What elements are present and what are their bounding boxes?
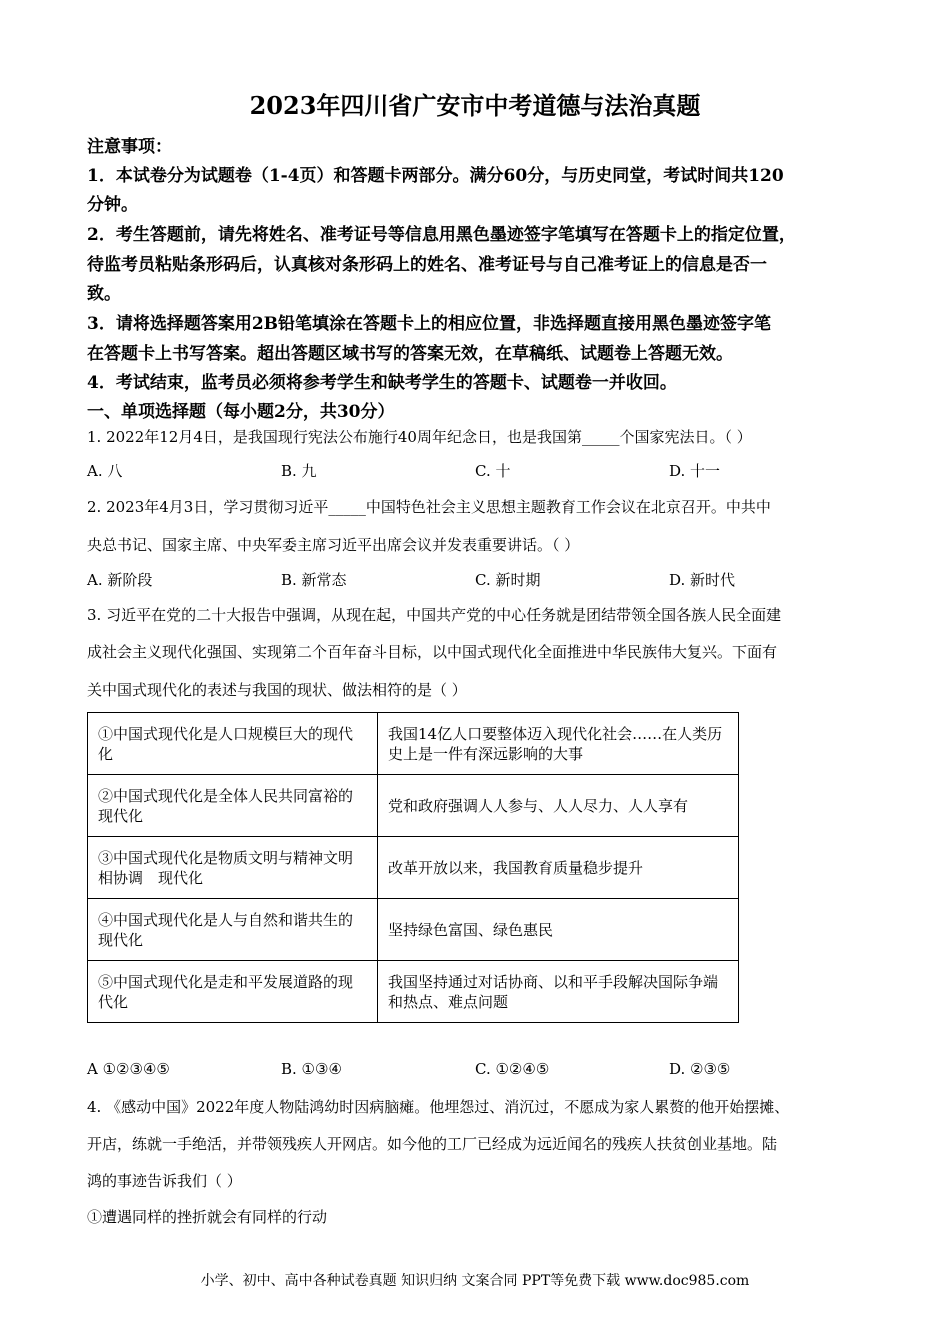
question-3-stem: 关中国式现代化的表述与我国的现状、做法相符的是（ ） <box>87 681 467 699</box>
table-row <box>88 899 739 961</box>
q3-option-b: B. ①③④ <box>281 1060 342 1078</box>
table-cell: 改革开放以来，我国教育质量稳步提升 <box>378 837 739 899</box>
table-cell: ③中国式现代化是物质文明与精神文明相协调 现代化 <box>88 837 378 899</box>
table-cell: ⑤中国式现代化是走和平发展道路的现代化 <box>88 961 378 1023</box>
page-title: 2023年四川省广安市中考道德与法治真题 <box>249 91 701 120</box>
page-footer: 小学、初中、高中各种试卷真题 知识归纳 文案合同 PPT等免费下载 www.doc985.com <box>200 1273 750 1289</box>
table-cell: 我国坚持通过对话协商、以和平手段解决国际争端和热点、难点问题 <box>378 961 739 1023</box>
table-cell: 党和政府强调人人参与、人人尽力、人人享有 <box>378 775 739 837</box>
q3-option-a: A ①②③④⑤ <box>87 1060 170 1078</box>
q2-option-b: B. 新常态 <box>281 571 347 589</box>
section-heading: 一、单项选择题（每小题2分，共30分） <box>87 402 395 422</box>
question-1-stem: 1. 2022年12月4日，是我国现行宪法公布施行40周年纪念日，也是我国第_____个国家宪法日。（ ） <box>87 428 752 446</box>
q3-option-d: D. ②③⑤ <box>669 1060 731 1078</box>
notice-line: 2．考生答题前，请先将姓名、准考证号等信息用黑色墨迹签字笔填写在答题卡上的指定位置， <box>87 225 796 245</box>
table-row <box>88 961 739 1023</box>
q2-option-c: C. 新时期 <box>475 571 541 589</box>
notice-line: 待监考员粘贴条形码后，认真核对条形码上的姓名、准考证号与自己准考证上的信息是否一 <box>87 255 767 275</box>
q2-option-d: D. 新时代 <box>669 571 736 589</box>
notice-line: 4．考试结束，监考员必须将参考学生和缺考学生的答题卡、试题卷一并收回。 <box>87 373 677 393</box>
notice-line: 1．本试卷分为试题卷（1-4页）和答题卡两部分。满分60分，与历史同堂，考试时间共120 <box>87 166 784 186</box>
q1-option-d: D. 十一 <box>669 462 721 480</box>
table-cell: ①中国式现代化是人口规模巨大的现代化 <box>88 713 378 775</box>
q1-option-a: A. 八 <box>87 462 123 480</box>
notice-line: 在答题卡上书写答案。超出答题区域书写的答案无效，在草稿纸、试题卷上答题无效。 <box>87 344 733 364</box>
table-cell: 坚持绿色富国、绿色惠民 <box>378 899 739 961</box>
question-3-stem: 成社会主义现代化强国、实现第二个百年奋斗目标，以中国式现代化全面推进中华民族伟大复兴。下面有 <box>87 643 778 661</box>
question-2-stem: 央总书记、国家主席、中央军委主席习近平出席会议并发表重要讲话。（ ） <box>87 536 580 554</box>
q1-option-b: B. 九 <box>281 462 317 480</box>
notice-line: 分钟。 <box>87 195 138 215</box>
question-4-stem: 开店，练就一手绝活，并带领残疾人开网店。如今他的工厂已经成为远近闻名的残疾人扶贫创业基地。陆 <box>87 1135 778 1153</box>
table-cell: 我国14亿人口要整体迈入现代化社会……在人类历史上是一件有深远影响的大事 <box>378 713 739 775</box>
comparison-table <box>87 712 739 1023</box>
notice-line: 3．请将选择题答案用2B铅笔填涂在答题卡上的相应位置，非选择题直接用黑色墨迹签字笔 <box>87 314 772 334</box>
question-4-stem: 鸿的事迹告诉我们（ ） <box>87 1172 242 1190</box>
notice-heading: 注意事项： <box>87 137 172 157</box>
question-3-stem: 3. 习近平在党的二十大报告中强调，从现在起，中国共产党的中心任务就是团结带领全国各族人民全面建 <box>87 606 782 624</box>
question-4-item: ①遭遇同样的挫折就会有同样的行动 <box>87 1208 328 1226</box>
notice-line: 致。 <box>87 284 121 304</box>
q2-option-a: A. 新阶段 <box>87 571 153 589</box>
table-row <box>88 713 739 775</box>
q3-option-c: C. ①②④⑤ <box>475 1060 550 1078</box>
table-cell: ④中国式现代化是人与自然和谐共生的现代化 <box>88 899 378 961</box>
table-row <box>88 775 739 837</box>
question-2-stem: 2. 2023年4月3日，学习贯彻习近平_____中国特色社会主义思想主题教育工作会议在北京召开。中共中 <box>87 498 771 516</box>
q1-option-c: C. 十 <box>475 462 511 480</box>
table-row <box>88 837 739 899</box>
table-cell: ②中国式现代化是全体人民共同富裕的现代化 <box>88 775 378 837</box>
question-4-stem: 4. 《感动中国》2022年度人物陆鸿幼时因病脑瘫。他埋怨过、消沉过，不愿成为家人累赘的他开始摆摊、 <box>87 1098 790 1116</box>
